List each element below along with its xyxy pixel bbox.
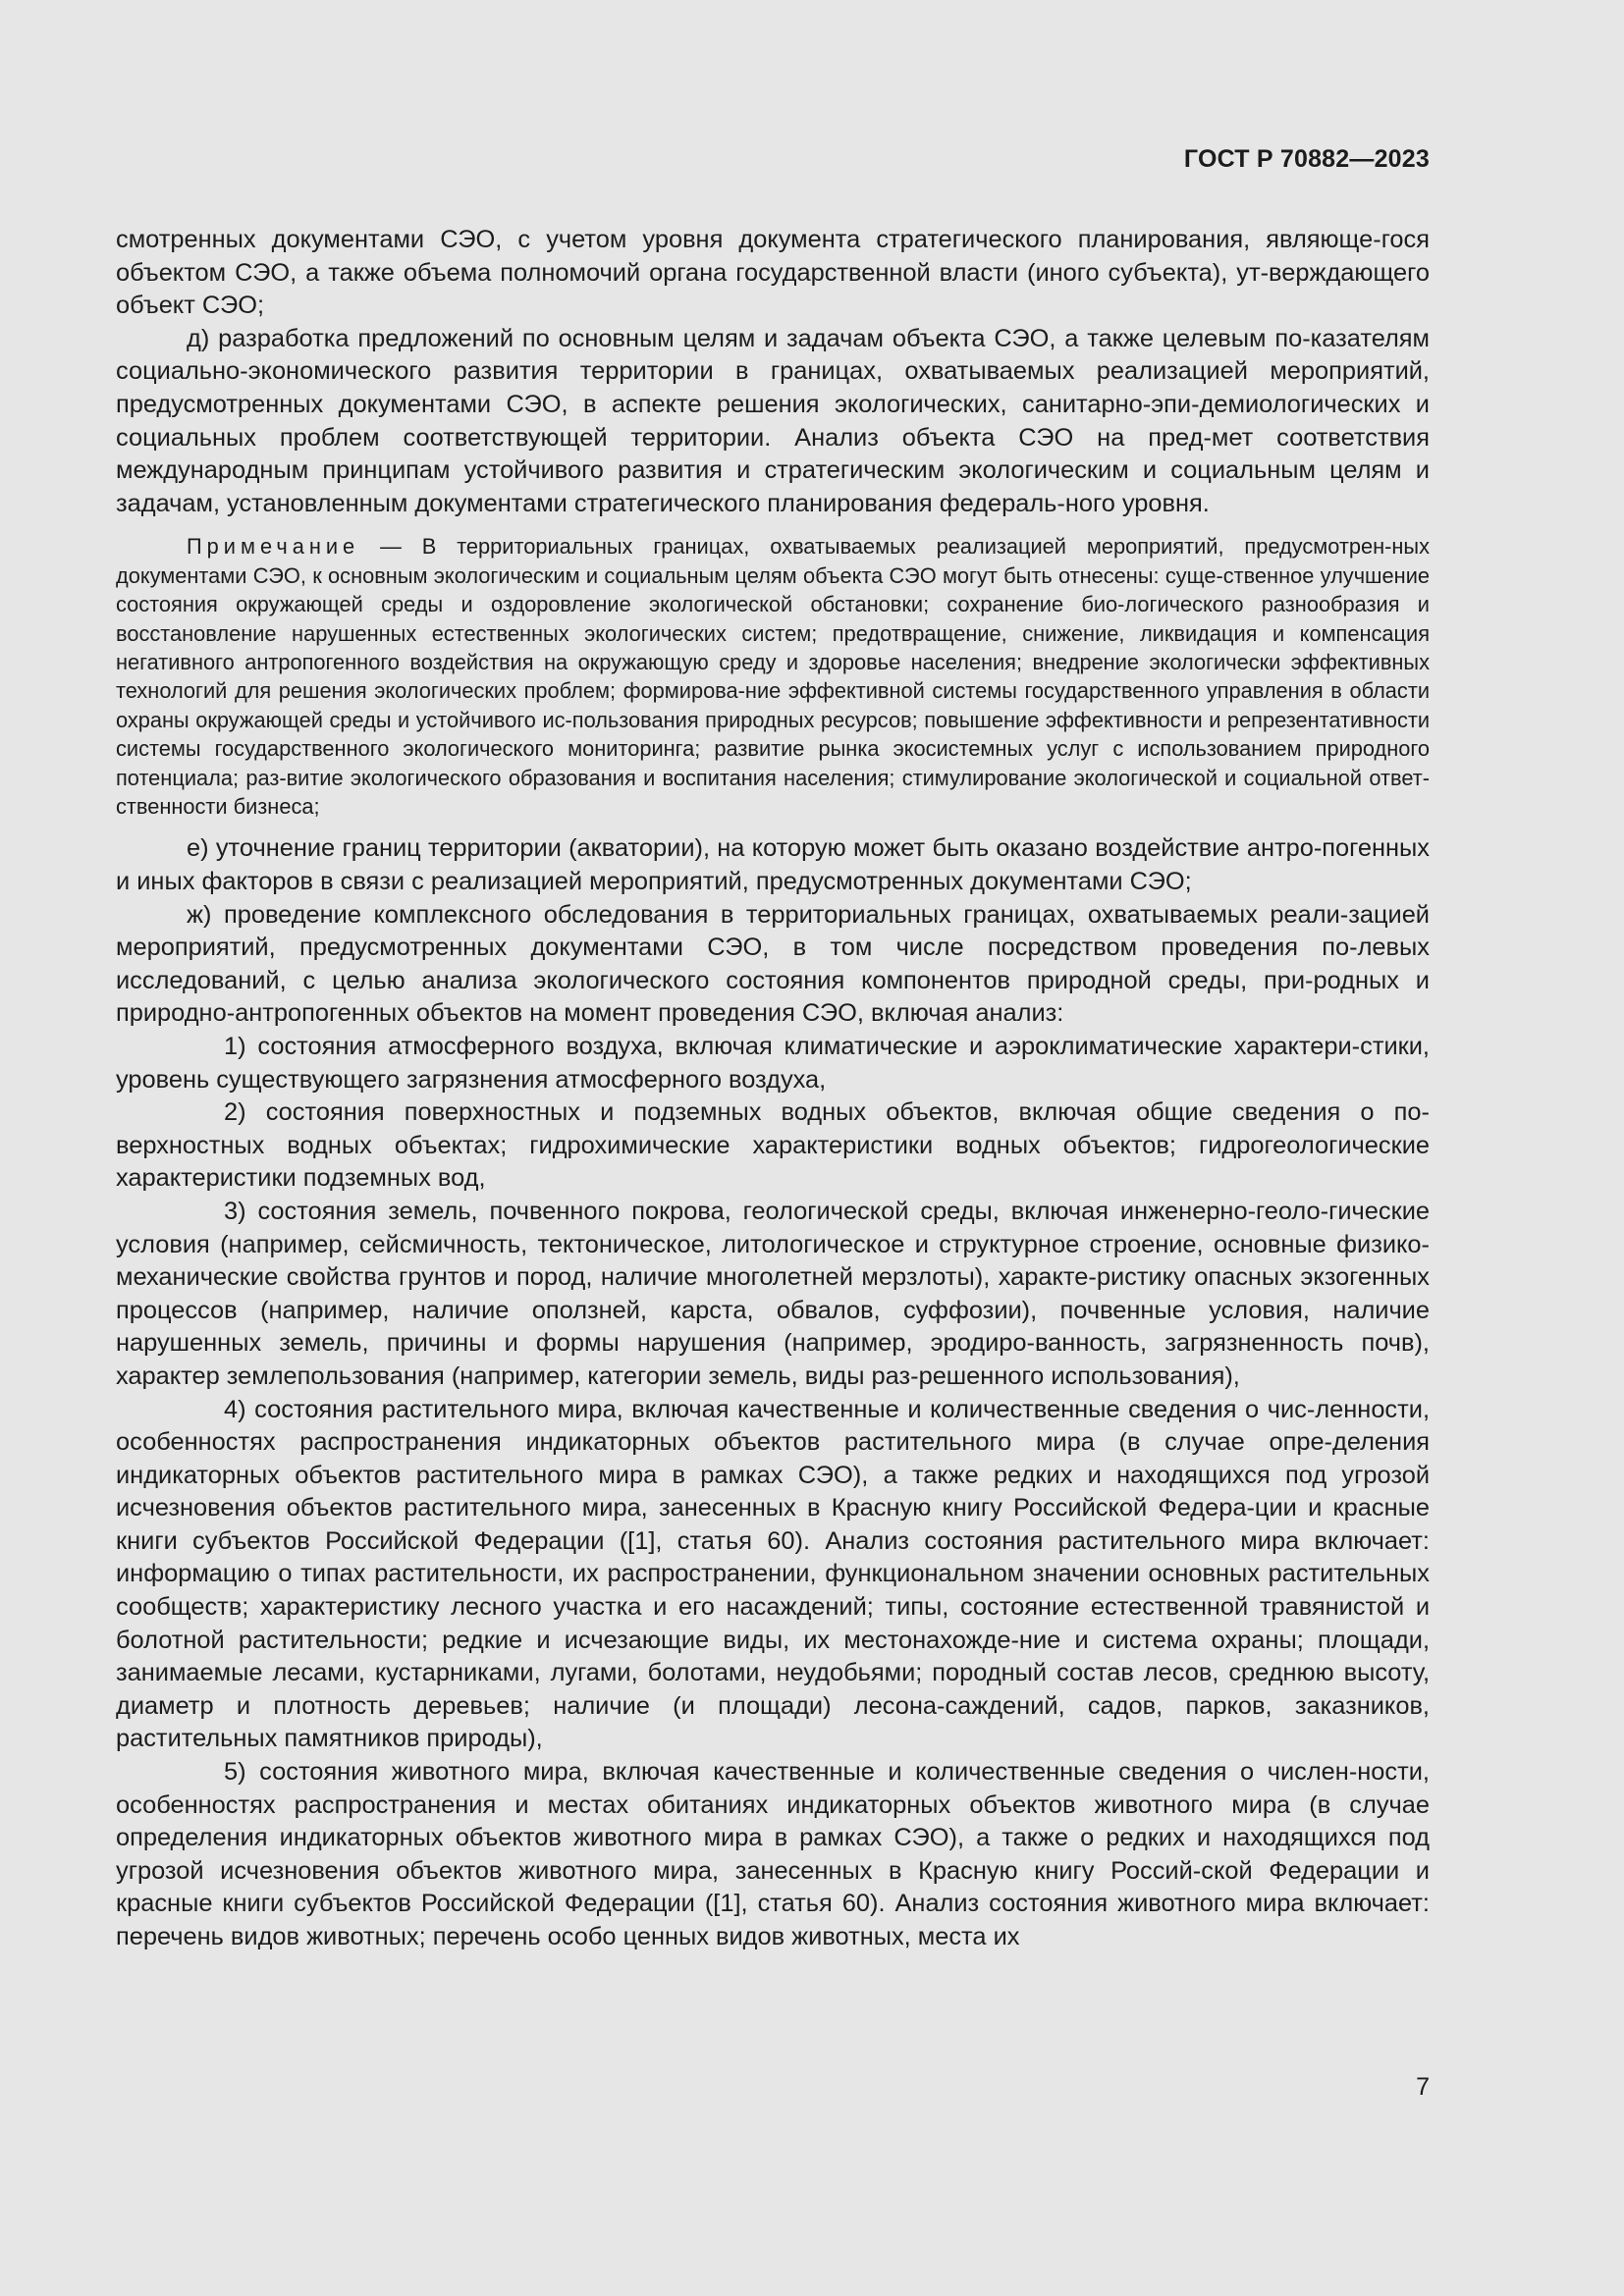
paragraph-item-e: е) уточнение границ территории (акватории), на которую может быть оказано воздействие антро-погенных и иных факторов в связи с реализацией мероприятий, предусмотренных документами СЭО; <box>116 834 1430 895</box>
document-body <box>116 224 1430 1954</box>
paragraph-item-d: д) разработка предложений по основным целям и задачам объекта СЭО, а также целевым по-казателям социально-экономического развития территории в границах, охватываемых реализацией мероприятий, предусмотренных документами СЭО, в аспекте решения экологических, санитарно-эпи-демиологических и социальных проблем соответствующей территории. Анализ объекта СЭО на пред-мет соответствия международным принципам устойчивого развития и стратегическим экологическим и социальным целям и задачам, установленным документами стратегического планирования федераль-ного уровня. <box>116 324 1430 517</box>
note-text: — В территориальных границах, охватываемых реализацией мероприятий, предусмотрен-ных документами СЭО, к основным экологическим и социальным целям объекта СЭО могут быть отнесены: суще-ственное улучшение состояния окружающей среды и оздоровление экологической обстановки; сохранение био-логического разнообразия и восстановление нарушенных естественных экологических систем; предотвращение, снижение, ликвидация и компенсация негативного антропогенного воздействия на окружающую среду и здоровье населения; внедрение экологически эффективных технологий для решения экологических проблем; формирова-ние эффективной системы государственного управления в области охраны окружающей среды и устойчивого ис-пользования природных ресурсов; повышение эффективности и репрезентативности системы государственного экологического мониторинга; развитие рынка экосистемных услуг с использованием природного потенциала; раз-витие экологического образования и воспитания населения; стимулирование экологической и социальной ответ-ственности бизнеса; <box>116 534 1430 819</box>
note-block <box>116 532 1430 821</box>
paragraph-subitem-4: 4) состояния растительного мира, включая качественные и количественные сведения о чис-ленности, особенностях распространения индикаторных объектов растительного мира (в случае опре-деления индикаторных объектов растительного мира в рамках СЭО), а также редких и находящихся под угрозой исчезновения объектов растительного мира, занесенных в Красную книгу Российской Федера-ции и красные книги субъектов Российской Федерации ([1], статья 60). Анализ состояния растительного мира включает: информацию о типах растительности, их распространении, функциональном значении основных растительных сообществ; характеристику лесного участка и его насаждений; типы, состояние естественной травянистой и болотной растительности; редкие и исчезающие виды, их местонахожде-ние и система охраны; площади, занимаемые лесами, кустарниками, лугами, болотами, неудобьями; породный состав лесов, среднюю высоту, диаметр и плотность деревьев; наличие (и площади) лесона-саждений, садов, парков, заказников, растительных памятников природы), <box>116 1395 1430 1753</box>
paragraph-item-zh: ж) проведение комплексного обследования в территориальных границах, охватываемых реали-зацией мероприятий, предусмотренных документами СЭО, в том числе посредством проведения по-левых исследований, с целью анализа экологического состояния компонентов природной среды, при-родных и природно-антропогенных объектов на момент проведения СЭО, включая анализ: <box>116 900 1430 1028</box>
page-number: 7 <box>1416 2073 1430 2101</box>
document-code: ГОСТ Р 70882—2023 <box>1183 145 1430 173</box>
note-label: Примечание <box>187 534 360 560</box>
paragraph-subitem-3: 3) состояния земель, почвенного покрова, геологической среды, включая инженерно-геоло-гические условия (например, сейсмичность, тектоническое, литологическое и структурное строение, основные физико-механические свойства грунтов и пород, наличие многолетней мерзлоты), характе-ристику опасных экзогенных процессов (например, наличие оползней, карста, обвалов, суффозии), почвенные условия, наличие нарушенных земель, причины и формы нарушения (например, эродиро-ванность, загрязненность почв), характер землепользования (например, категории земель, виды раз-решенного использования), <box>116 1197 1430 1390</box>
paragraph-subitem-2: 2) состояния поверхностных и подземных водных объектов, включая общие сведения о по-верхностных водных объектах; гидрохимические характеристики водных объектов; гидрогеологические характеристики подземных вод, <box>116 1098 1430 1193</box>
paragraph-subitem-1: 1) состояния атмосферного воздуха, включая климатические и аэроклиматические характери-стики, уровень существующего загрязнения атмосферного воздуха, <box>116 1032 1430 1094</box>
paragraph-continuation: смотренных документами СЭО, с учетом уровня документа стратегического планирования, являюще-гося объектом СЭО, а также объема полномочий органа государственной власти (иного субъекта), ут-верждающего объект СЭО; <box>116 226 1430 320</box>
paragraph-subitem-5: 5) состояния животного мира, включая качественные и количественные сведения о числен-ности, особенностях распространения и местах обитаниях индикаторных объектов животного мира (в случае определения индикаторных объектов животного мира в рамках СЭО), а также о редких и находящихся под угрозой исчезновения объектов животного мира, занесенных в Красную книгу Россий-ской Федерации и красные книги субъектов Российской Федерации ([1], статья 60). Анализ состояния животного мира включает: перечень видов животных; перечень особо ценных видов животных, места их <box>116 1758 1430 1950</box>
